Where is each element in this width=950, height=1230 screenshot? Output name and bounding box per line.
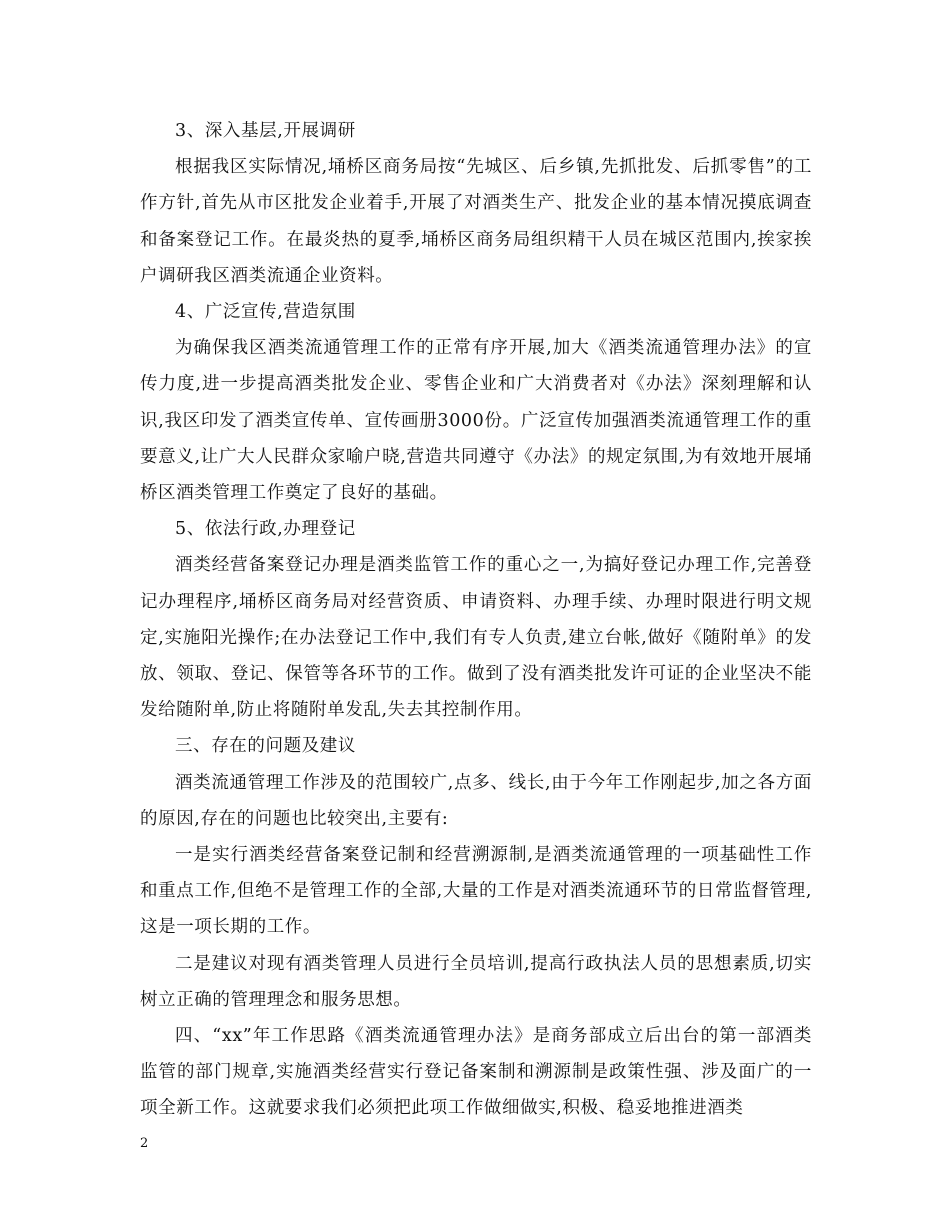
section-heading: 三、存在的问题及建议 [175,736,356,757]
body-paragraph: 一是实行酒类经营备案登记制和经营溯源制,是酒类流通管理的一项基础性工作和重点工作,但绝不是管理工作的全部,大量的工作是对酒类流通环节的日常监督管理,这是一项长期的工作。 [140,845,812,938]
body-paragraph: 为确保我区酒类流通管理工作的正常有序开展,加大《酒类流通管理办法》的宣传力度,进一步提高酒类批发企业、零售企业和广大消费者对《办法》深刻理解和认识,我区印发了酒类宣传单、宣传画册3000份。广泛宣传加强酒类流通管理工作的重要意义,让广大人民群众家喻户晓,营造共同遵守《办法》的规定氛围,为有效地开展埇桥区酒类管理工作奠定了良好的基础。 [140,338,812,504]
document-body [140,113,812,1127]
body-paragraph: 四、“xx”年工作思路《酒类流通管理办法》是商务部成立后出台的第一部酒类监管的部门规章,实施酒类经营实行登记备案制和溯源制是政策性强、涉及面广的一项全新工作。这就要求我们必须把此项工作做细做实,积极、稳妥地推进酒类 [140,1026,812,1119]
section-heading: 4、广泛宣传,营造氛围 [175,302,356,323]
section-heading: 3、深入基层,开展调研 [175,121,356,141]
page-number: 2 [140,1136,149,1151]
body-paragraph: 二是建议对现有酒类管理人员进行全员培训,提高行政执法人员的思想素质,切实树立正确的管理理念和服务思想。 [140,953,812,1010]
body-paragraph: 酒类经营备案登记办理是酒类监管工作的重心之一,为搞好登记办理工作,完善登记办理程序,埇桥区商务局对经营资质、申请资料、办理手续、办理时限进行明文规定,实施阳光操作;在办法登记工作中,我们有专人负责,建立台帐,做好《随附单》的发放、领取、登记、保管等各环节的工作。做到了没有酒类批发许可证的企业坚决不能发给随附单,防止将随附单发乱,失去其控制作用。 [140,555,812,721]
body-paragraph: 酒类流通管理工作涉及的范围较广,点多、线长,由于今年工作刚起步,加之各方面的原因,存在的问题也比较突出,主要有: [140,772,812,829]
body-paragraph: 根据我区实际情况,埇桥区商务局按“先城区、后乡镇,先抓批发、后抓零售”的工作方针,首先从市区批发企业着手,开展了对酒类生产、批发企业的基本情况摸底调查和备案登记工作。在最炎热的夏季,埇桥区商务局组织精干人员在城区范围内,挨家挨户调研我区酒类流通企业资料。 [140,157,812,286]
section-heading: 5、依法行政,办理登记 [175,519,356,540]
